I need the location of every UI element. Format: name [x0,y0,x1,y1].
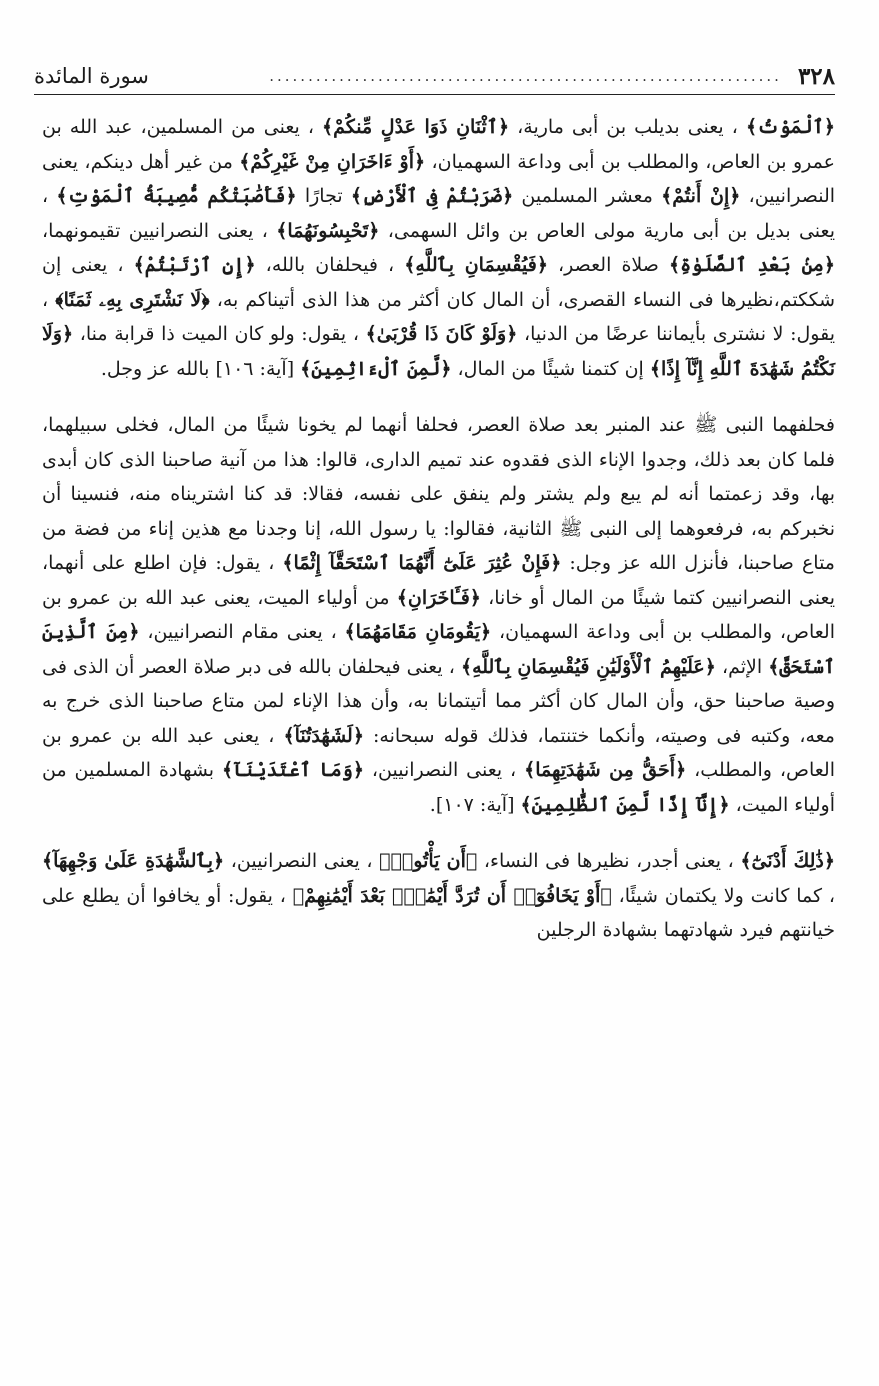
quran-verse: ﴿ٱلْمَوْتُ﴾ [745,116,835,138]
quran-verse: ﴿مِنَ ٱلَّذِينَ ٱسْتَحَقَّ﴾ [42,621,835,678]
quran-verse: ﴿وَمَا ٱعْتَدَيْنَآ﴾ [221,759,364,781]
quran-verse: ﴿مِنۢ بَعْدِ ٱلصَّلَوٰةِ﴾ [668,254,835,276]
commentary-text: ، يعنى النصرانيين، [224,850,380,872]
commentary-text: ، كما كانت ولا يكتمان شيئًا، [611,884,836,907]
quran-verse: ﴿وَلَوْ كَانَ ذَا قُرْبَىٰ﴾ [365,323,518,345]
quran-verse: ﴿تَحْبِسُونَهُمَا﴾ [276,219,380,242]
quran-verse: ﴿ٱثْنَانِ ذَوَا عَدْلٍ مِّنكُمْ﴾ [322,116,510,138]
commentary-text: [آية: ١٠٦] بالله عز وجل. [100,357,301,380]
paragraph-gap [42,822,835,844]
page-body [42,110,835,948]
commentary-text: ، يعنى بديلب بن أبى مارية، [509,116,746,138]
commentary-text: [آية: ١٠٧]. [429,793,521,816]
commentary-text: معشر المسلمين [513,185,662,207]
quran-verse: ﴿لَّمِنَ ٱلْءَاثِمِينَ﴾ [300,357,452,380]
page-number: ٣٢٨ [797,62,835,90]
quran-verse: ﴿إِنَّآ إِذًا لَّمِنَ ٱلظَّٰلِمِينَ﴾ [520,793,730,816]
commentary-text: إن كتمنا شيئًا من المال، [451,357,650,380]
quran-verse: ﴿يَقُومَانِ مَقَامَهُمَا﴾ [344,621,492,643]
quran-verse: ﴿فَأَصَٰبَتْكُم مُّصِيبَةُ ٱلْمَوْتِ﴾ [56,185,297,207]
commentary-text: ، يعنى من المسلمين، عبد الله بن عمرو بن العاص، والمطلب بن أبى وداعة السهميان، [42,116,835,173]
commentary-text: بشهادة المسلمين من أولياء الميت، [42,759,835,816]
quran-verse: ﴿أَحَقُّ مِن شَهَٰدَتِهِمَا﴾ [524,759,687,781]
commentary-text: ، يعنى النصرانيين، [364,759,525,781]
quran-verse: ﴿وَلَا نَكْتُمُ شَهَٰدَةَ ٱللَّهِ إِنَّآ إِذًا﴾ [42,323,835,380]
header-dots: .................................................................. [269,68,782,84]
quran-verse: ﴿فَـَٔاخَرَانِ﴾ [396,586,481,609]
quran-verse: ﴿إِنِ ٱرْتَبْتُمْ﴾ [133,254,256,276]
paragraph-3 [42,844,835,948]
quran-verse: ﴿ذَٰلِكَ أَدْنَىٰٓ﴾ [740,850,835,872]
commentary-text: ، يعنى النصرانيين تقيمونهما، [42,219,277,242]
quran-verse: ﴿أَوْ ءَاخَرَانِ مِنْ غَيْرِكُمْ﴾ [239,150,426,173]
commentary-text: ، يعنى عبد الله بن عمرو بن العاص، والمطلب، [42,724,835,781]
quran-verse: ﴿إِنْ أَنتُمْ﴾ [661,185,741,207]
paragraph-1 [42,110,835,386]
commentary-text: من غير أهل دينكم، يعنى النصرانيين، [42,150,836,207]
commentary-text: من أولياء الميت، يعنى عبد الله بن عمرو بن العاص، والمطلب بن أبى وداعة السهميان، [42,586,836,643]
commentary-text: فحلفهما النبى ﷺ عند المنبر بعد صلاة العصر، فحلفا أنهما لم يخونا شيئًا من المال، فخلى سبيلهما، فلما كان بعد ذلك، وجدوا الإناء الذى فقدوه عند تميم الدارى، قالوا: هذا من آنية صاحبنا الذى كان أبدى بها، وقد زعمتما أنه لم يبع ولم يشتر ولم ينفق على نفسه، فقالا: قد كنا اشتريناه منه، فنسينا أن نخبركم به، فرفعوهما إلى النبى ﷺ الثانية، فقالوا: يا رسول الله، إنا وجدنا مع هذين إناء من فضة من متاع صاحبنا، فأنزل الله عز وجل: [42,414,835,574]
commentary-text: ، يعنى بديل بن أبى مارية مولى العاص بن وائل السهمى، [42,185,835,242]
commentary-text: ، فيحلفان بالله، [255,254,405,276]
paragraph-gap [42,386,835,408]
commentary-text: ، يعنى فيحلفان بالله فى دبر صلاة العصر أن الذى فى وصية صاحبنا حق، وأن المال كان أكثر مما أتيتمانا به، وأن هذا الإناء لمن متاع صاحبنا الذى خرج به معه، وكتبه فى وصيته، وأنكما ختنتما، فذلك قوله سبحانه: [42,655,835,747]
quran-verse: ﴿فَيُقْسِمَانِ بِٱللَّهِ﴾ [404,254,548,276]
quran-verse: ﴿أَن يَأْتُوا۟﴾ [379,850,478,872]
commentary-text: ، يعنى أجدر، نظيرها فى النساء، [477,850,741,872]
commentary-text: ، يقول: لا نشترى بأيماننا عرضًا من الدنيا، [42,288,836,345]
commentary-text: ، يقول: ولو كان الميت ذا قرابة منا، [73,323,366,345]
paragraph-2 [42,408,835,822]
page-header [34,58,835,95]
surah-title: سورة المائدة [34,64,149,88]
commentary-text: تجارًا [296,185,351,207]
commentary-text: ، يعنى إن شككتم،نظيرها فى النساء القصرى، أن المال كان أكثر من هذا الذى أتيناكم به، [42,254,835,311]
quran-verse: ﴿لَا نَشْتَرِى بِهِۦ ثَمَنًا﴾ [55,288,210,311]
quran-verse: ﴿أَوْ يَخَافُوٓا۟ أَن تُرَدَّ أَيْمَٰنٌۢ بَعْدَ أَيْمَٰنِهِمْ﴾ [292,884,612,907]
commentary-text: الإثم، [715,655,769,678]
quran-verse: ﴿لَشَهَٰدَتُنَآ﴾ [283,724,364,747]
commentary-text: ، يعنى مقام النصرانيين، [139,621,345,643]
quran-verse: ﴿عَلَيْهِمُ ٱلْأَوْلَيَٰنِ فَيُقْسِمَانِ بِٱللَّهِ﴾ [460,655,716,678]
quran-verse: ﴿ضَرَبْتُمْ فِى ٱلْأَرْضِ﴾ [350,185,514,207]
commentary-text: صلاة العصر، [547,254,669,276]
quran-verse: ﴿فَإِنْ عُثِرَ عَلَىٰٓ أَنَّهُمَا ٱسْتَحَقَّآ إِثْمًا﴾ [282,552,562,574]
commentary-text: ، يقول: أو يخافوا أن يطلع على خيانتهم فيرد شهادتهما بشهادة الرجلين [42,884,835,941]
commentary-text: ، يقول: فإن اطلع على أنهما، يعنى النصرانيين كتما شيئًا من المال أو خانا، [42,552,835,609]
quran-verse: ﴿بِٱلشَّهَٰدَةِ عَلَىٰ وَجْهِهَآ﴾ [42,850,225,872]
